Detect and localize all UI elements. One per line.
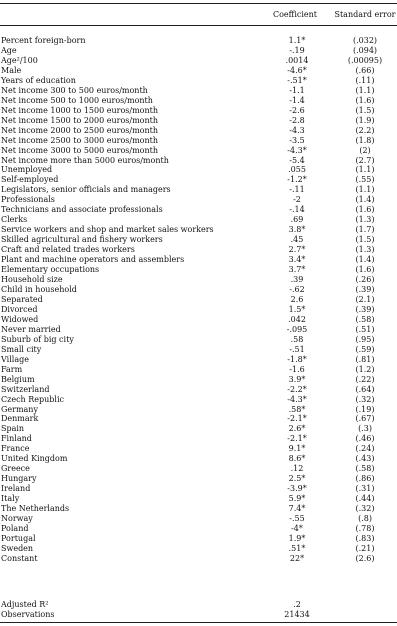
row-label: Separated: [1, 295, 43, 304]
row-label: Net income 300 to 500 euros/month: [1, 86, 148, 95]
row-standard-error: (.86): [355, 474, 375, 483]
row-standard-error: (2.7): [355, 156, 375, 165]
row-coefficient: 3.7*: [288, 265, 306, 274]
table-row: [0, 464, 397, 474]
table-row: [0, 385, 397, 395]
row-coefficient: 7.4*: [288, 504, 306, 513]
table-row: [0, 444, 397, 454]
table-row: [0, 175, 397, 185]
table-row: [0, 76, 397, 86]
row-standard-error: (1.1): [355, 185, 375, 194]
row-standard-error: (.58): [355, 315, 375, 324]
row-label: Never married: [1, 325, 61, 334]
row-label: Hungary: [1, 474, 37, 483]
table-row: [0, 86, 397, 96]
row-standard-error: (.83): [355, 534, 375, 543]
table-row: [0, 36, 397, 46]
table-row: [0, 126, 397, 136]
row-coefficient: .2: [293, 600, 301, 609]
row-coefficient: -.62: [289, 285, 305, 294]
row-label: Net income 1000 to 1500 euros/month: [1, 106, 158, 115]
table-row: [0, 265, 397, 275]
row-standard-error: (.51): [355, 325, 375, 334]
row-standard-error: (.31): [355, 484, 375, 493]
row-standard-error: (.19): [355, 405, 375, 414]
table-row: [0, 215, 397, 225]
row-coefficient: -5.4: [289, 156, 305, 165]
row-label: Widowed: [1, 315, 39, 324]
row-label: Age²/100: [1, 56, 38, 65]
row-standard-error: (.59): [355, 345, 375, 354]
table-row: [0, 375, 397, 385]
table-row: [0, 56, 397, 66]
table-row: [0, 335, 397, 345]
table-row: [0, 474, 397, 484]
row-standard-error: (.55): [355, 175, 375, 184]
row-standard-error: (1.3): [355, 245, 375, 254]
row-coefficient: 1.1*: [288, 36, 306, 45]
row-coefficient: 1.9*: [288, 534, 306, 543]
row-coefficient: .12: [290, 464, 304, 473]
row-standard-error: (2): [359, 146, 371, 155]
row-coefficient: -3.5: [289, 136, 305, 145]
row-standard-error: (1.5): [355, 106, 375, 115]
table-row: [0, 524, 397, 534]
bottom-rule: [0, 622, 397, 623]
row-standard-error: (.26): [355, 275, 375, 284]
row-standard-error: (.95): [355, 335, 375, 344]
table-row: [0, 610, 397, 620]
row-standard-error: (.43): [355, 454, 375, 463]
row-coefficient: -3.9*: [287, 484, 307, 493]
row-label: Craft and related trades workers: [1, 245, 135, 254]
row-coefficient: -4.3*: [287, 146, 307, 155]
row-coefficient: 3.8*: [288, 225, 306, 234]
row-coefficient: -2.1*: [287, 434, 307, 443]
row-coefficient: -2: [293, 195, 301, 204]
header-row: [0, 10, 397, 20]
row-label: Spain: [1, 424, 25, 433]
table-row: [0, 255, 397, 265]
row-coefficient: .39: [290, 275, 304, 284]
table-row: [0, 414, 397, 424]
row-standard-error: (1.6): [355, 205, 375, 214]
row-standard-error: (1.5): [355, 235, 375, 244]
row-coefficient: -.55: [289, 514, 305, 523]
row-label: Household size: [1, 275, 63, 284]
table-row: [0, 365, 397, 375]
row-label: Village: [1, 355, 29, 364]
row-coefficient: -1.6: [289, 365, 305, 374]
table-row: [0, 106, 397, 116]
row-label: Unemployed: [1, 165, 53, 174]
row-label: Professionals: [1, 195, 55, 204]
row-coefficient: -2.6: [289, 106, 305, 115]
row-coefficient: 22*: [289, 554, 305, 563]
row-standard-error: (2.1): [355, 295, 375, 304]
table-row: [0, 225, 397, 235]
table-row: [0, 454, 397, 464]
row-label: Elementary occupations: [1, 265, 100, 274]
row-standard-error: (1.3): [355, 215, 375, 224]
table-row: [0, 235, 397, 245]
row-coefficient: .055: [288, 165, 306, 174]
row-standard-error: (.32): [355, 504, 375, 513]
row-coefficient: .042: [288, 315, 306, 324]
row-coefficient: 2.6: [290, 295, 304, 304]
row-label: Switzerland: [1, 385, 50, 394]
row-label: Italy: [1, 494, 20, 503]
row-standard-error: (1.9): [355, 116, 375, 125]
table-row: [0, 245, 397, 255]
row-coefficient: -.19: [289, 46, 305, 55]
row-label: Net income 500 to 1000 euros/month: [1, 96, 153, 105]
table-row: [0, 146, 397, 156]
table-row: [0, 600, 397, 610]
table-row: [0, 345, 397, 355]
row-standard-error: (.66): [355, 66, 375, 75]
row-coefficient: -1.2*: [287, 175, 307, 184]
row-standard-error: (.39): [355, 305, 375, 314]
row-label: Divorced: [1, 305, 38, 314]
table-row: [0, 325, 397, 335]
row-coefficient: 9.1*: [288, 444, 306, 453]
row-label: Denmark: [1, 414, 39, 423]
row-label: Belgium: [1, 375, 35, 384]
table-row: [0, 66, 397, 76]
row-standard-error: (.32): [355, 395, 375, 404]
row-coefficient: -4.6*: [287, 66, 307, 75]
row-standard-error: (.8): [358, 514, 372, 523]
table-row: [0, 185, 397, 195]
row-coefficient: -.51*: [287, 76, 307, 85]
row-label: Ireland: [1, 484, 31, 493]
row-label: Czech Republic: [1, 395, 64, 404]
header-rule: [0, 25, 397, 26]
table-row: [0, 295, 397, 305]
row-coefficient: 8.6*: [288, 454, 306, 463]
row-standard-error: (.81): [355, 355, 375, 364]
row-coefficient: -.14: [289, 205, 305, 214]
row-coefficient: -2.1*: [287, 414, 307, 423]
table-row: [0, 305, 397, 315]
row-standard-error: (1.6): [355, 96, 375, 105]
row-label: Skilled agricultural and fishery workers: [1, 235, 163, 244]
row-standard-error: (1.7): [355, 225, 375, 234]
row-label: Years of education: [1, 76, 76, 85]
table-row: [0, 195, 397, 205]
table-row: [0, 285, 397, 295]
row-label: Suburb of big city: [1, 335, 74, 344]
row-coefficient: .45: [290, 235, 304, 244]
row-label: Portugal: [1, 534, 36, 543]
top-rule: [0, 3, 397, 4]
row-label: Net income 2500 to 3000 euros/month: [1, 136, 158, 145]
row-coefficient: .51*: [288, 544, 306, 553]
row-standard-error: (.094): [352, 46, 378, 55]
row-standard-error: (1.6): [355, 265, 375, 274]
table-row: [0, 136, 397, 146]
row-standard-error: (.44): [355, 494, 375, 503]
row-standard-error: (1.1): [355, 165, 375, 174]
table-row: [0, 504, 397, 514]
row-coefficient: 2.7*: [288, 245, 306, 254]
row-coefficient: -4*: [291, 524, 303, 533]
row-label: Greece: [1, 464, 30, 473]
row-standard-error: (.11): [355, 76, 375, 85]
row-standard-error: (1.4): [355, 255, 375, 264]
row-label: Percent foreign-born: [1, 36, 86, 45]
row-standard-error: (1.2): [355, 365, 375, 374]
row-label: Technicians and associate professionals: [1, 205, 163, 214]
row-coefficient: 2.6*: [288, 424, 306, 433]
row-coefficient: -1.4: [289, 96, 305, 105]
table-row: [0, 494, 397, 504]
table-row: [0, 315, 397, 325]
table-row: [0, 554, 397, 564]
row-standard-error: (.46): [355, 434, 375, 443]
row-standard-error: (1.4): [355, 195, 375, 204]
row-coefficient: 3.4*: [288, 255, 306, 264]
row-label: Farm: [1, 365, 23, 374]
row-standard-error: (1.8): [355, 136, 375, 145]
row-label: Poland: [1, 524, 29, 533]
table-row: [0, 205, 397, 215]
row-standard-error: (.64): [355, 385, 375, 394]
row-coefficient: .58*: [288, 405, 306, 414]
row-label: Net income 2000 to 2500 euros/month: [1, 126, 158, 135]
row-coefficient: -2.2*: [287, 385, 307, 394]
row-label: Net income 3000 to 5000 euros/month: [1, 146, 158, 155]
table-row: [0, 434, 397, 444]
row-coefficient: .0014: [285, 56, 309, 65]
row-label: The Netherlands: [1, 504, 70, 513]
table-row: [0, 395, 397, 405]
row-standard-error: (2.2): [355, 126, 375, 135]
row-coefficient: -1.8*: [287, 355, 307, 364]
row-coefficient: 1.5*: [288, 305, 306, 314]
row-standard-error: (.39): [355, 285, 375, 294]
row-standard-error: (.21): [355, 544, 375, 553]
row-standard-error: (.032): [352, 36, 378, 45]
row-standard-error: (.67): [355, 414, 375, 423]
row-label: Germany: [1, 405, 38, 414]
row-label: Age: [1, 46, 17, 55]
table-row: [0, 424, 397, 434]
row-coefficient: 21434: [284, 610, 310, 619]
row-standard-error: (.22): [355, 375, 375, 384]
row-coefficient: -2.8: [289, 116, 305, 125]
row-coefficient: 5.9*: [288, 494, 306, 503]
row-coefficient: -4.3: [289, 126, 305, 135]
row-standard-error: (2.6): [355, 554, 375, 563]
row-coefficient: -1.1: [289, 86, 305, 95]
row-standard-error: (.78): [355, 524, 375, 533]
row-coefficient: -.51: [289, 345, 305, 354]
row-standard-error: (.24): [355, 444, 375, 453]
row-label: Self-employed: [1, 175, 59, 184]
row-standard-error: (.3): [358, 424, 372, 433]
row-coefficient: 2.5*: [288, 474, 306, 483]
row-label: Small city: [1, 345, 42, 354]
row-standard-error: (.00095): [347, 56, 383, 65]
row-label: Clerks: [1, 215, 28, 224]
row-label: Constant: [1, 554, 38, 563]
row-label: Service workers and shop and market sales workers: [1, 225, 214, 234]
row-label: Finland: [1, 434, 32, 443]
row-label: Norway: [1, 514, 33, 523]
row-coefficient: -.11: [289, 185, 305, 194]
row-label: Child in household: [1, 285, 77, 294]
row-label: France: [1, 444, 30, 453]
row-coefficient: .69: [290, 215, 304, 224]
row-label: Adjusted R²: [1, 600, 49, 609]
table-row: [0, 96, 397, 106]
row-label: Legislators, senior officials and managers: [1, 185, 171, 194]
row-coefficient: -4.3*: [287, 395, 307, 404]
header-standard-error: Standard error: [334, 10, 396, 19]
row-label: United Kingdom: [1, 454, 68, 463]
row-label: Plant and machine operators and assemblers: [1, 255, 185, 264]
table-row: [0, 116, 397, 126]
table-row: [0, 484, 397, 494]
row-label: Net income more than 5000 euros/month: [1, 156, 169, 165]
header-coefficient: Coefficient: [272, 10, 318, 19]
row-label: Net income 1500 to 2000 euros/month: [1, 116, 158, 125]
row-coefficient: 3.9*: [288, 375, 306, 384]
table-row: [0, 46, 397, 56]
table-row: [0, 534, 397, 544]
table-row: [0, 275, 397, 285]
row-standard-error: (1.1): [355, 86, 375, 95]
row-label: Observations: [1, 610, 55, 619]
row-coefficient: .58: [290, 335, 304, 344]
row-label: Male: [1, 66, 22, 75]
table-row: [0, 165, 397, 175]
row-standard-error: (.58): [355, 464, 375, 473]
row-label: Sweden: [1, 544, 34, 553]
table-row: [0, 355, 397, 365]
table-row: [0, 544, 397, 554]
row-coefficient: -.095: [286, 325, 308, 334]
table-row: [0, 514, 397, 524]
